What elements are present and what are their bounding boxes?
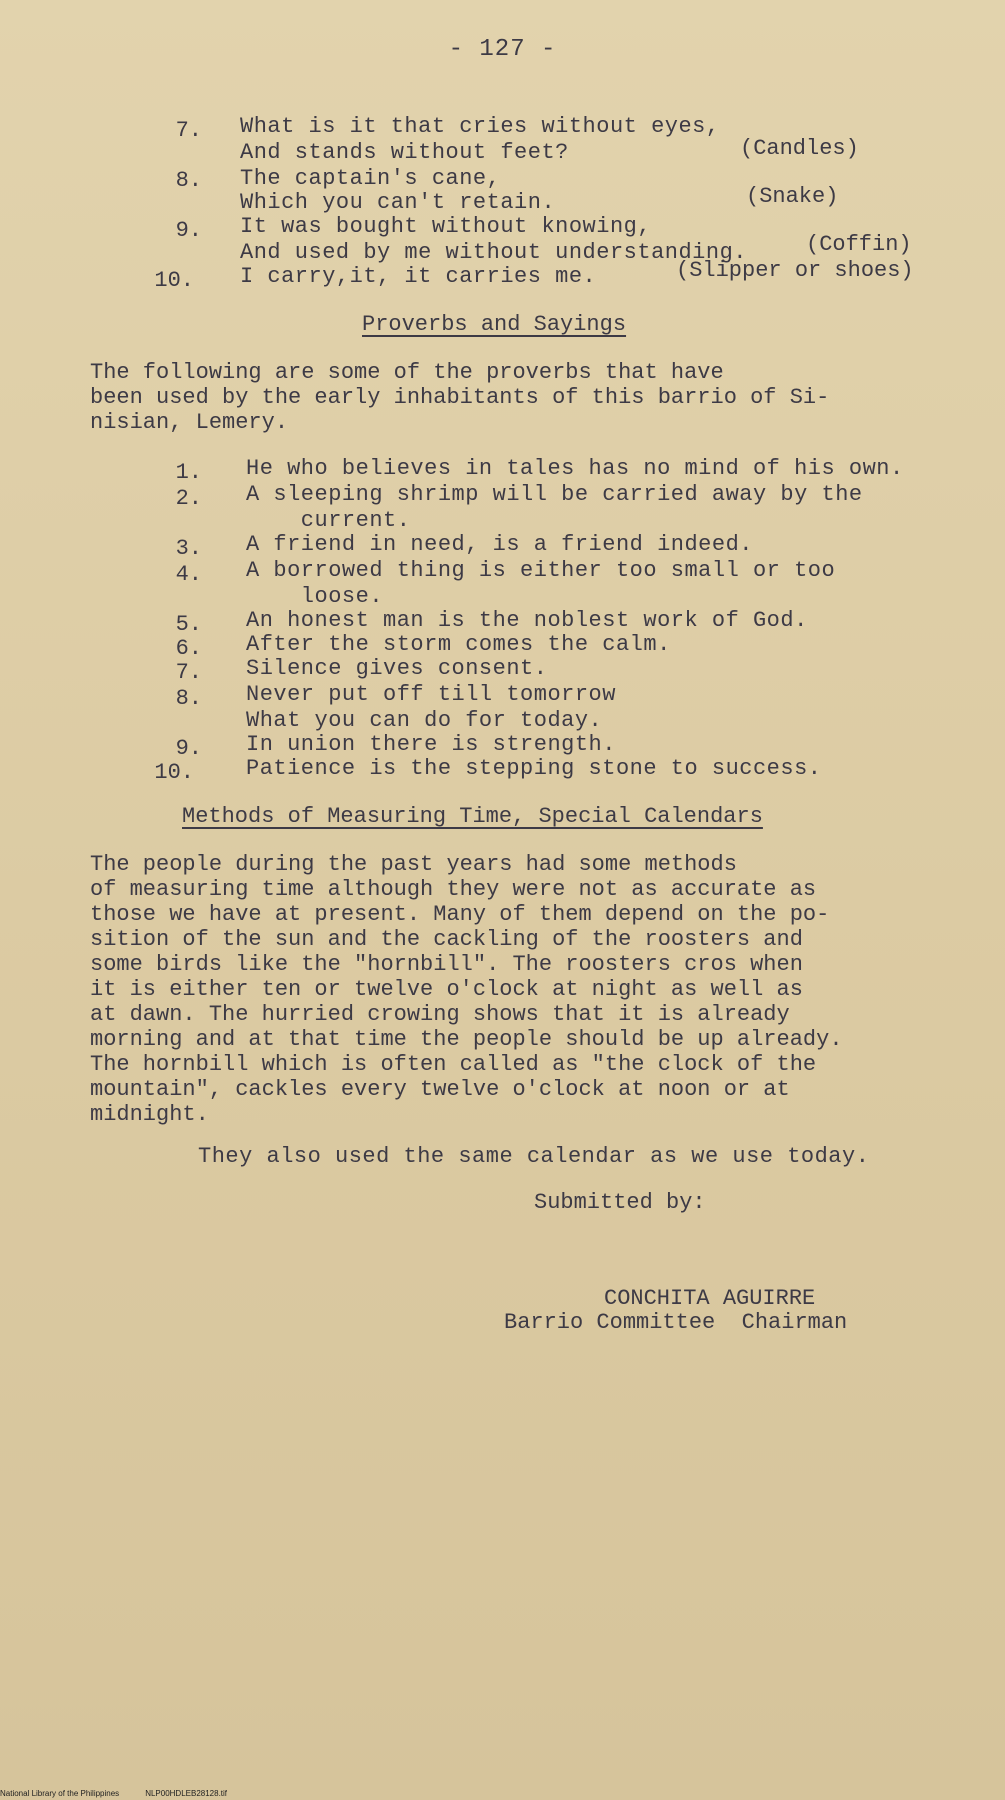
proverb-line: loose. [246,584,384,609]
riddle-number: 10. [154,268,194,293]
riddle-line: Which you can't retain. [240,190,556,215]
proverb-number: 4. [175,562,202,587]
signatory-name: CONCHITA AGUIRRE [604,1286,816,1311]
riddle-line: The captain's cane, [240,166,501,191]
proverb-line: In union there is strength. [246,732,616,757]
riddle-number: 7. [175,118,202,143]
signatory-title: Barrio Committee Chairman [504,1310,848,1335]
proverb-line: A friend in need, is a friend indeed. [246,532,753,557]
methods-heading: Methods of Measuring Time, Special Calendars [182,804,763,829]
proverb-line: A borrowed thing is either too small or too [246,558,836,583]
methods-paragraph: The people during the past years had some methods of measuring time although they were not as accurate as those we have at present. Many of them depend on the po- sition of the sun and the cackling of the roosters and some birds like the "hornbill". The roosters cros when it is either ten or twelve o'clock at night as well as at dawn. The hurried crowing shows that it is already morning and at that time the people should be up already. The hornbill which is often called as "the clock of the mountain", cackles every twelve o'clock at noon or at midnight. [90,852,843,1127]
riddle-line: And used by me without understanding. [240,240,747,265]
proverb-number: 2. [175,486,202,511]
proverb-line: He who believes in tales has no mind of his own. [246,456,904,481]
riddle-number: 8. [175,168,202,193]
proverb-number: 8. [175,686,202,711]
riddle-answer: (Snake) [746,184,839,209]
proverb-number: 5. [175,612,202,637]
riddle-line: And stands without feet? [240,140,569,165]
riddle-answer: (Coffin) [806,232,912,257]
proverb-number: 3. [175,536,202,561]
proverb-line: A sleeping shrimp will be carried away by the [246,482,863,507]
proverb-line: An honest man is the noblest work of God. [246,608,808,633]
page-number: - 127 - [448,36,557,63]
proverb-number: 1. [175,460,202,485]
proverb-number: 7. [175,660,202,685]
riddle-answer: (Slipper or shoes) [676,258,914,283]
proverb-line: current. [246,508,411,533]
proverbs-intro: The following are some of the proverbs that have been used by the early inhabitants of this barrio of Si- nisian, Lemery. [90,360,830,435]
riddle-line: What is it that cries without eyes, [240,114,720,139]
riddle-line: I carry,it, it carries me. [240,264,597,289]
calendar-sentence: They also used the same calendar as we use today. [198,1144,870,1169]
footer-filename: NLP00HDLEB28128.tif [145,1789,228,1798]
archive-footer [0,1789,253,1798]
proverb-number: 6. [175,636,202,661]
proverbs-heading: Proverbs and Sayings [362,312,627,337]
riddle-line: It was bought without knowing, [240,214,652,239]
submitted-by: Submitted by: [534,1190,706,1215]
proverb-line: Patience is the stepping stone to success. [246,756,822,781]
proverb-number: 10. [154,760,194,785]
proverb-line: Silence gives consent. [246,656,548,681]
proverb-line: After the storm comes the calm. [246,632,671,657]
riddle-answer: (Candles) [740,136,859,161]
riddle-number: 9. [175,218,202,243]
proverb-line: What you can do for today. [246,708,603,733]
proverb-number: 9. [175,736,202,761]
proverb-line: Never put off till tomorrow [246,682,616,707]
footer-library: National Library of the Philippines [0,1789,120,1798]
